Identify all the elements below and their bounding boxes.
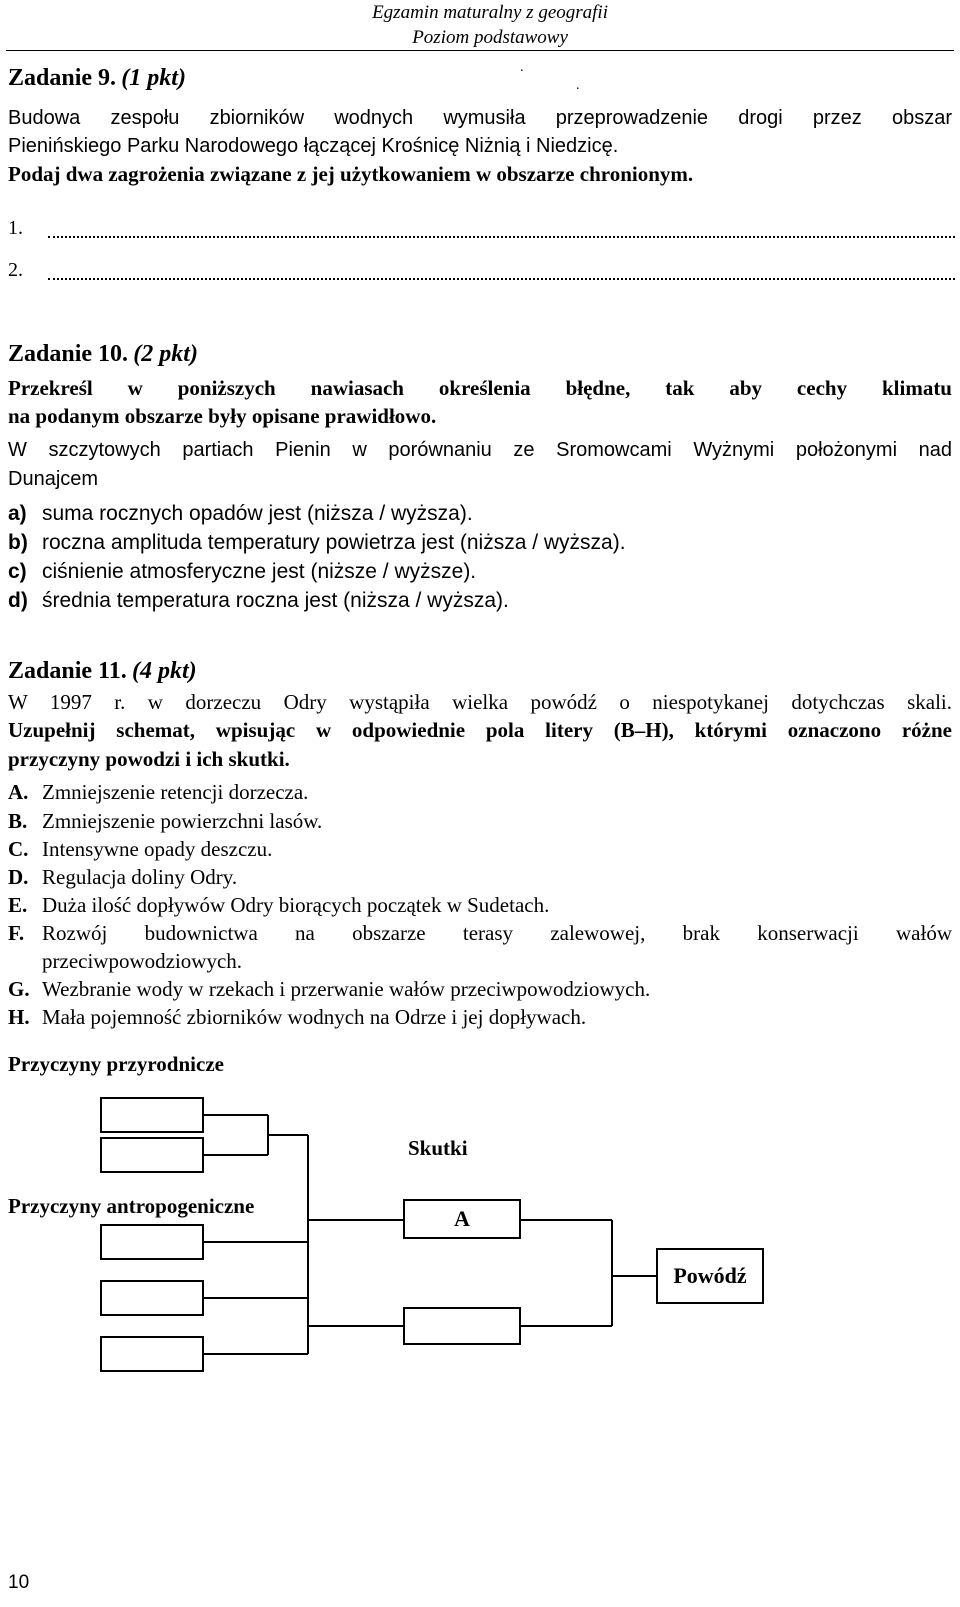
task10-instruction-line1: Przekreśl w poniższych nawiasach określenia błędne, tak aby cechy klimatu <box>8 376 952 400</box>
item-text: Rozwój budownictwa na obszarze terasy zalewowej, brak konserwacji wałów <box>42 921 952 945</box>
item-letter: E. <box>8 893 28 917</box>
task9-instruction: Podaj dwa zagrożenia związane z jej użytkowaniem w obszarze chronionym. <box>8 162 694 186</box>
item-text[interactable]: średnia temperatura roczna jest (niższa / wyższa). <box>42 589 509 612</box>
answer-number: 1. <box>8 217 23 239</box>
item-letter: A. <box>8 780 29 804</box>
item-text: przeciwpowodziowych. <box>42 949 243 973</box>
item-letter: H. <box>8 1005 30 1029</box>
task10-intro-line1: W szczytowych partiach Pienin w porównaniu ze Sromowcami Wyżnymi położonymi nad <box>8 439 952 461</box>
item-text[interactable]: suma rocznych opadów jest (niższa / wyższa). <box>42 502 473 525</box>
task10-instruction-line2: na podanym obszarze były opisane prawidłowo. <box>8 404 437 428</box>
task11-instruction-line2: przyczyny powodzi i ich skutki. <box>8 747 290 771</box>
task10-points: (2 pkt) <box>133 341 198 367</box>
task9-text-line1: Budowa zespołu zbiorników wodnych wymusiła przeprowadzenie drogi przez obszar <box>8 107 952 129</box>
task10-intro-line2: Dunajcem <box>8 468 99 490</box>
effects-label: Skutki <box>408 1136 468 1160</box>
answer-number: 2. <box>8 259 23 281</box>
item-text: Regulacja doliny Odry. <box>42 865 238 889</box>
item-text: Zmniejszenie retencji dorzecza. <box>42 780 309 804</box>
flood-box-label: Powódź <box>673 1263 747 1288</box>
item-text: Zmniejszenie powierzchni lasów. <box>42 809 323 833</box>
item-letter: a) <box>8 502 27 525</box>
header-level: Poziom podstawowy <box>412 27 568 48</box>
page-number: 10 <box>8 1572 30 1593</box>
item-text: Mała pojemność zbiorników wodnych na Odrze i jej dopływach. <box>42 1005 587 1029</box>
box-a-label: A <box>454 1206 470 1231</box>
item-letter: c) <box>8 560 27 583</box>
task9-number: Zadanie 9. <box>8 65 117 91</box>
stray-dot: . <box>520 60 524 75</box>
item-letter: d) <box>8 589 28 612</box>
anthropogenic-causes-label: Przyczyny antropogeniczne <box>8 1194 255 1218</box>
task11-points: (4 pkt) <box>131 658 197 684</box>
item-letter: D. <box>8 865 29 889</box>
task11-intro: W 1997 r. w dorzeczu Odry wystąpiła wielka powódź o niespotykanej dotychczas skali. <box>8 690 952 714</box>
task11-number: Zadanie 11. <box>8 658 127 684</box>
task11-instruction-line1: Uzupełnij schemat, wpisując w odpowiednie pola litery (B–H), którymi oznaczono różne <box>8 718 952 742</box>
task9-points: (1 pkt) <box>121 65 186 91</box>
item-text[interactable]: ciśnienie atmosferyczne jest (niższe / wyższe). <box>42 560 477 583</box>
item-letter: F. <box>8 921 25 945</box>
task9-text-line2: Pienińskiego Parku Narodowego łączącej Krośnicę Niżnią i Niedzicę. <box>8 135 619 157</box>
item-letter: C. <box>8 837 29 861</box>
stray-dot: . <box>576 78 580 93</box>
header-exam-title: Egzamin maturalny z geografii <box>372 2 608 23</box>
item-text: Wezbranie wody w rzekach i przerwanie wałów przeciwpowodziowych. <box>42 977 651 1001</box>
natural-causes-label: Przyczyny przyrodnicze <box>8 1052 224 1076</box>
item-text[interactable]: roczna amplituda temperatury powietrza jest (niższa / wyższa). <box>42 531 626 554</box>
item-letter: G. <box>8 977 30 1001</box>
item-text: Duża ilość dopływów Odry biorących początek w Sudetach. <box>42 893 550 917</box>
item-letter: B. <box>8 809 28 833</box>
item-text: Intensywne opady deszczu. <box>42 837 273 861</box>
item-letter: b) <box>8 531 28 554</box>
task10-number: Zadanie 10. <box>8 341 129 367</box>
